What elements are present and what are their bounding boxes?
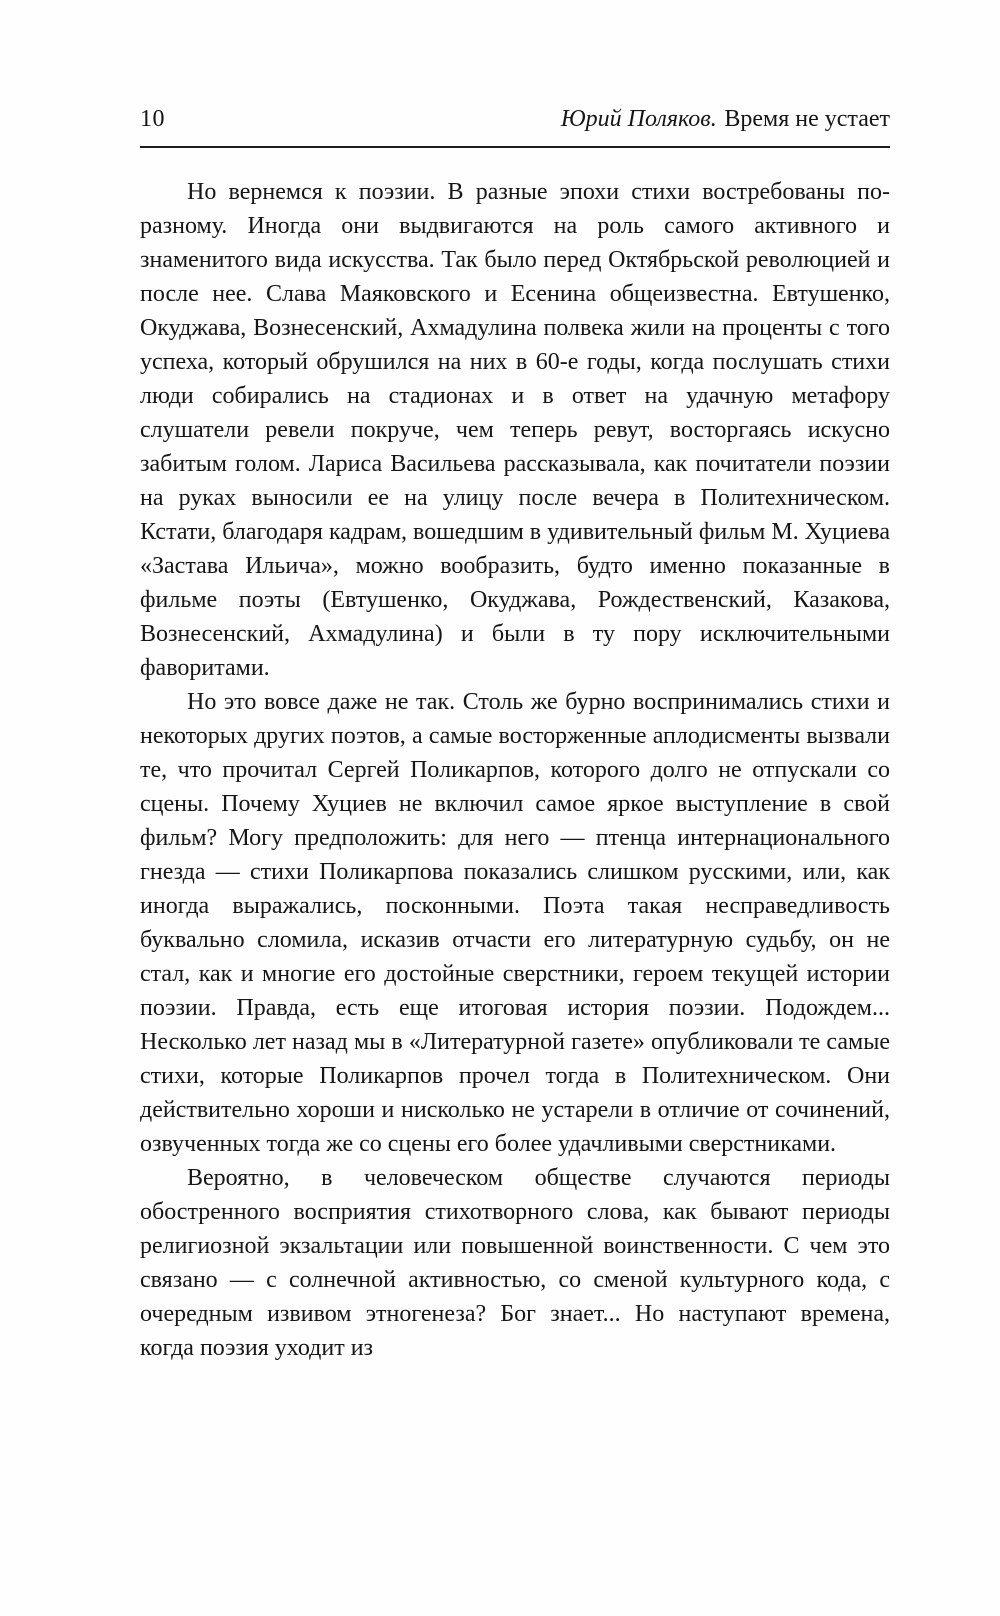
running-title-author: Юрий Поляков. [560,106,717,132]
paragraph-2: Но это вовсе даже не так. Столь же бурно воспринимались стихи и некоторых других поэтов, а самые восторженные аплодисменты вызвали те, что прочитал Сергей Поликарпов, которого долго не отпускали со сцены. Почему Хуциев не включил самое яркое выступление в свой фильм? Могу предположить: для него — птенца интернационального гнезда — стихи Поликарпова показались слишком русскими, или, как иногда выражались, посконными. Поэта такая несправедливость буквально сломила, исказив отчасти его литературную судьбу, он не стал, как и многие его достойные сверстники, героем текущей истории поэзии. Правда, есть еще итоговая история поэзии. Подождем... Несколько лет назад мы в «Литературной газете» опубликовали те самые стихи, которые Поликарпов прочел тогда в Политехническом. Они действительно хороши и нисколько не устарели в отличие от сочинений, озвученных тогда же со сцены его более удачливыми сверстниками. [140,689,890,1157]
paragraph-1: Но вернемся к поэзии. В разные эпохи стихи востребованы по-разному. Иногда они выдвигаются на роль самого активного и знаменитого вида искусства. Так было перед Октябрьской революцией и после нее. Слава Маяковского и Есенина общеизвестна. Евтушенко, Окуджава, Вознесенский, Ахмадулина полвека жили на проценты с того успеха, который обрушился на них в 60-е годы, когда послушать стихи люди собирались на стадионах и в ответ на удачную метафору слушатели ревели покруче, чем теперь ревут, восторгаясь искусно забитым голом. Лариса Васильева рассказывала, как почитатели поэзии на руках выносили ее на улицу после вечера в Политехническом. Кстати, благодаря кадрам, вошедшим в удивительный фильм М. Хуциева «Застава Ильича», можно вообразить, будто именно показанные в фильме поэты (Евтушенко, Окуджава, Рождественский, Казакова, Вознесенский, Ахмадулина) и были в ту пору исключительными фаворитами. [140,179,890,681]
header-divider [140,146,890,148]
running-title-book: Время не устает [724,106,890,132]
page-body [140,175,890,1365]
page-header [140,104,890,134]
paragraph-3: Вероятно, в человеческом обществе случаются периоды обостренного восприятия стихотворного слова, как бывают периоды религиозной экзальтации или повышенной воинственности. С чем это связано — с солнечной активностью, со сменой культурного кода, с очередным извивом этногенеза? Бог знает... Но наступают времена, когда поэзия уходит из [140,1165,890,1361]
running-title [561,104,890,134]
page-number: 10 [140,106,165,132]
